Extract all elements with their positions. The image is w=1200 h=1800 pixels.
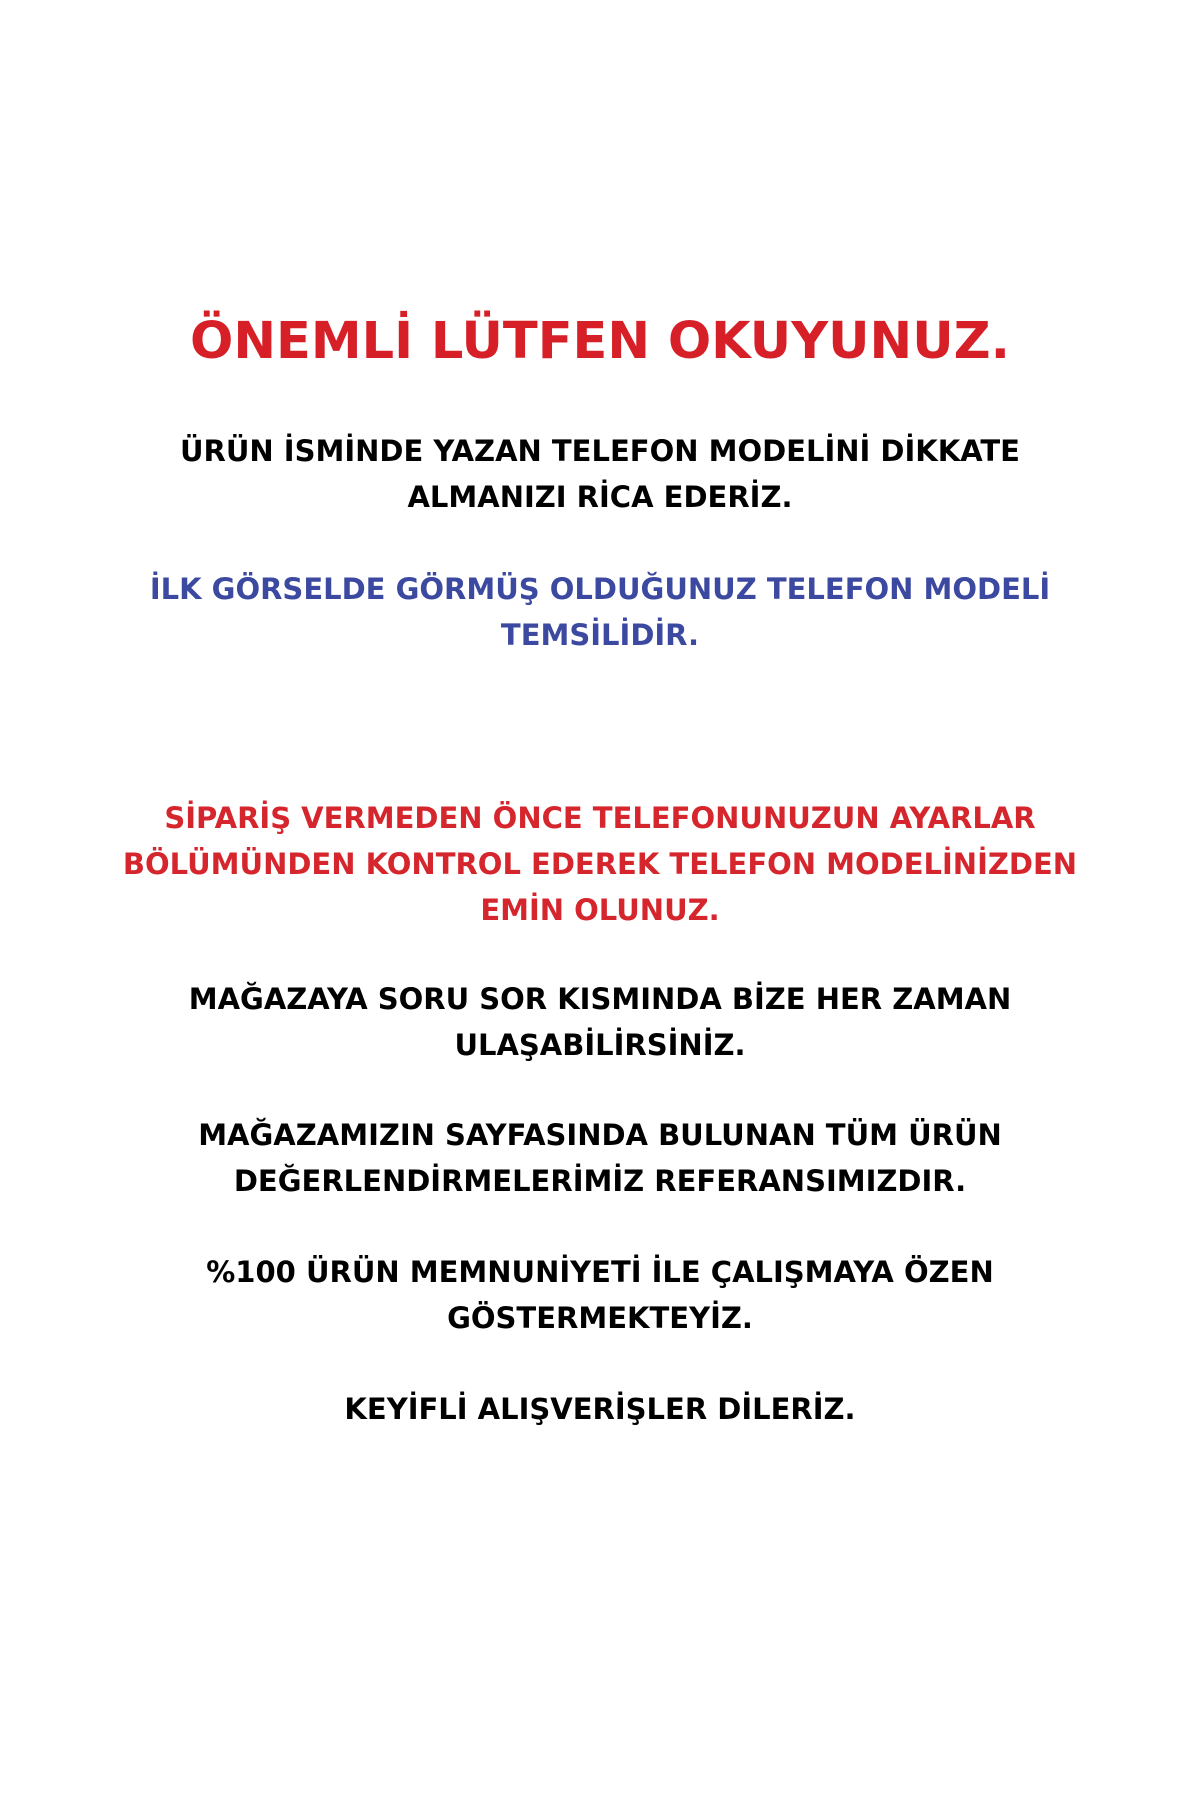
notice-line: ULAŞABİLİRSİNİZ. bbox=[454, 1028, 746, 1062]
notice-model-name bbox=[0, 428, 1200, 520]
notice-closing bbox=[0, 1386, 1200, 1432]
notice-check-settings bbox=[0, 795, 1200, 933]
notice-line: SİPARİŞ VERMEDEN ÖNCE TELEFONUNUZUN AYARLAR bbox=[164, 801, 1036, 835]
notice-line: MAĞAZAYA SORU SOR KISMINDA BİZE HER ZAMAN bbox=[188, 982, 1012, 1016]
notice-line: TEMSİLİDİR. bbox=[500, 618, 700, 652]
notice-line: ALMANIZI RİCA EDERİZ. bbox=[407, 480, 793, 514]
notice-line: MAĞAZAMIZIN SAYFASINDA BULUNAN TÜM ÜRÜN bbox=[198, 1118, 1002, 1152]
notice-line: GÖSTERMEKTEYİZ. bbox=[447, 1301, 753, 1335]
page-title bbox=[0, 310, 1200, 374]
notice-representative-image bbox=[0, 566, 1200, 658]
notice-reviews bbox=[0, 1112, 1200, 1204]
notice-line: EMİN OLUNUZ. bbox=[480, 893, 720, 927]
notice-satisfaction bbox=[0, 1249, 1200, 1341]
notice-line: ÜRÜN İSMİNDE YAZAN TELEFON MODELİNİ DİKKATE bbox=[180, 434, 1020, 468]
notice-line: DEĞERLENDİRMELERİMİZ REFERANSIMIZDIR. bbox=[233, 1164, 967, 1198]
notice-line: %100 ÜRÜN MEMNUNİYETİ İLE ÇALIŞMAYA ÖZEN bbox=[206, 1255, 994, 1289]
notice-contact-store bbox=[0, 976, 1200, 1068]
notice-line: BÖLÜMÜNDEN KONTROL EDEREK TELEFON MODELİNİZDEN bbox=[122, 847, 1078, 881]
title-text: ÖNEMLİ LÜTFEN OKUYUNUZ. bbox=[189, 312, 1011, 371]
notice-line: İLK GÖRSELDE GÖRMÜŞ OLDUĞUNUZ TELEFON MODELİ bbox=[149, 572, 1051, 606]
notice-line: KEYİFLİ ALIŞVERİŞLER DİLERİZ. bbox=[344, 1392, 856, 1426]
